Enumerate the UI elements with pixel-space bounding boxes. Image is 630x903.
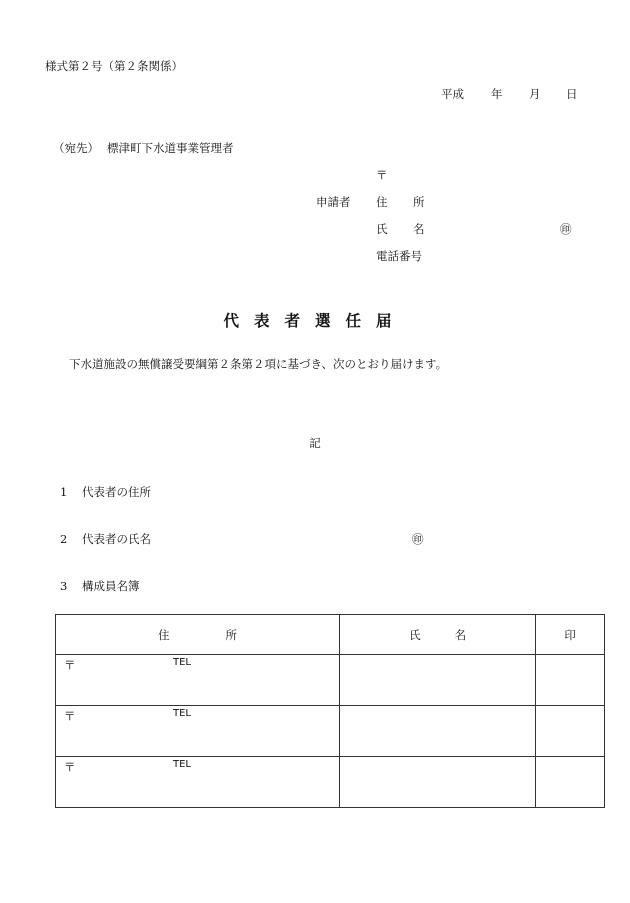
item-member-list — [60, 578, 140, 594]
item-representative-name — [60, 531, 151, 547]
postal-mark: 〒 — [64, 760, 76, 774]
header-seal: 印 — [536, 615, 605, 655]
address-cell[interactable] — [56, 655, 340, 706]
body-text: 下水道施設の無償譲受要綱第２条第２項に基づき、次のとおり届けます。 — [69, 357, 448, 371]
seal-cell[interactable] — [536, 757, 605, 808]
member-table — [55, 614, 605, 808]
date-era: 平成 — [441, 87, 464, 101]
postal-mark: 〒 — [64, 709, 76, 723]
member-table-header-row — [56, 615, 605, 655]
name-cell[interactable] — [339, 706, 535, 757]
header-name-1: 氏 — [409, 627, 421, 642]
item-number: 2 — [60, 532, 68, 546]
header-address — [56, 615, 340, 655]
representative-seal-mark: ㊞ — [412, 532, 424, 546]
name-cell[interactable] — [339, 655, 535, 706]
header-name-2: 名 — [454, 627, 467, 642]
table-row — [56, 655, 605, 706]
header-address-2: 所 — [225, 627, 237, 642]
seal-cell[interactable] — [536, 655, 605, 706]
table-row — [56, 757, 605, 808]
tel-label: TEL — [173, 759, 191, 770]
document-title: 代表者選任届 — [223, 311, 407, 330]
item-representative-address — [60, 484, 151, 500]
tel-label: TEL — [173, 657, 191, 668]
applicant-seal-mark: ㊞ — [560, 222, 572, 236]
applicant-label: 申請者 — [316, 195, 351, 209]
form-number: 様式第２号（第２条関係） — [45, 59, 183, 73]
addressee-name: 標津町下水道事業管理者 — [107, 141, 234, 155]
ki-heading: 記 — [309, 436, 321, 450]
date-month: 月 — [529, 87, 541, 101]
applicant-name-label-1: 氏 — [376, 222, 388, 236]
applicant-postal-mark: 〒 — [376, 168, 388, 182]
header-name — [339, 615, 535, 655]
date-day: 日 — [566, 87, 578, 101]
applicant-name-label-2: 名 — [413, 222, 425, 236]
item-label: 構成員名簿 — [82, 579, 140, 593]
table-row — [56, 706, 605, 757]
postal-mark: 〒 — [64, 658, 76, 672]
tel-label: TEL — [173, 708, 191, 719]
date-year: 年 — [491, 87, 503, 101]
applicant-phone-label: 電話番号 — [376, 249, 422, 263]
header-address-1: 住 — [157, 627, 170, 642]
applicant-address-label-1: 住 — [376, 195, 388, 209]
seal-cell[interactable] — [536, 706, 605, 757]
item-label: 代表者の住所 — [82, 485, 151, 499]
address-cell[interactable] — [56, 757, 340, 808]
item-number: 1 — [60, 485, 68, 499]
name-cell[interactable] — [339, 757, 535, 808]
item-number: 3 — [60, 579, 68, 593]
address-cell[interactable] — [56, 706, 340, 757]
item-label: 代表者の氏名 — [82, 532, 151, 546]
addressee-prefix: （宛先） — [53, 141, 99, 155]
applicant-address-label-2: 所 — [413, 195, 425, 209]
